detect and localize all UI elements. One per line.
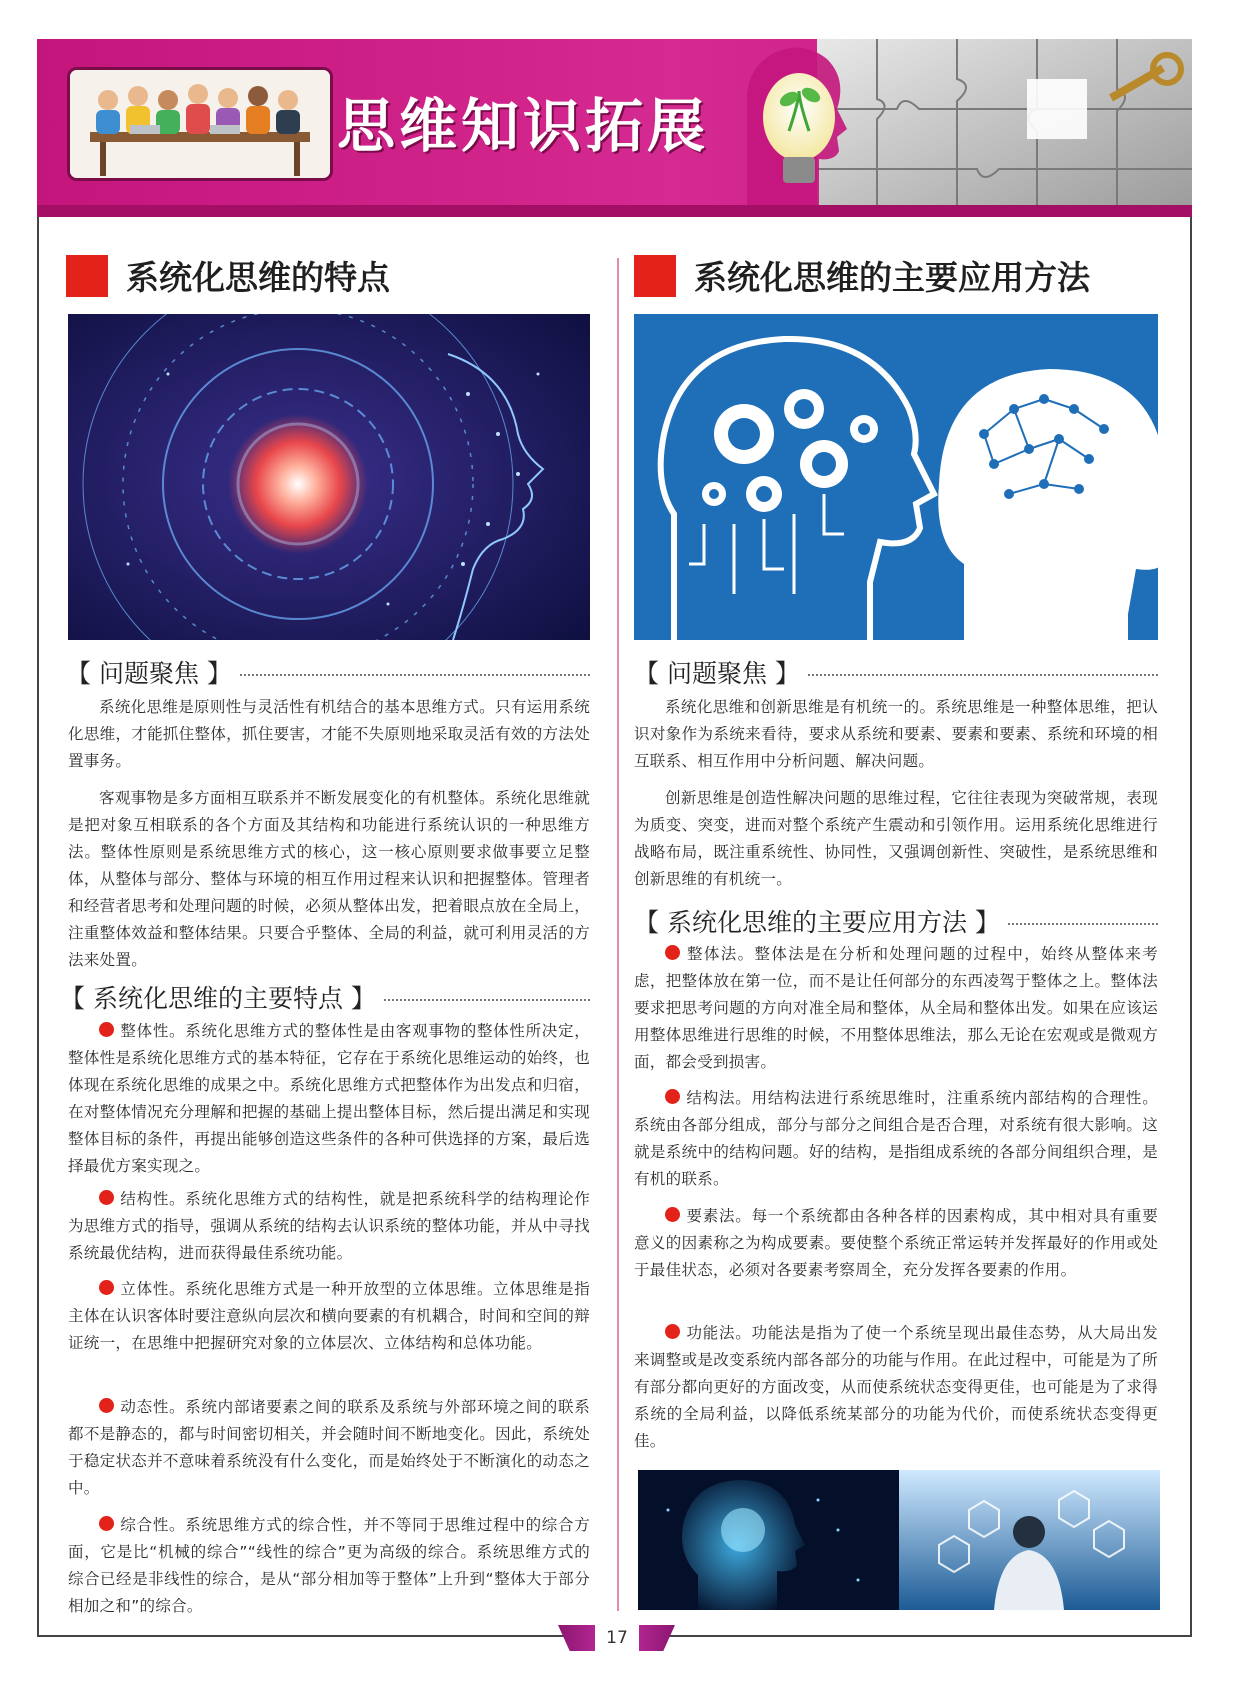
left-focus-paragraph-1: 系统化思维是原则性与灵活性有机结合的基本思维方式。只有运用系统化思维，才能抓住整体，抓住要害，才能不失原则地采取灵活有效的方法处置事务。	[68, 698, 590, 770]
method-item	[634, 941, 1158, 1076]
left-features-heading	[60, 979, 590, 1015]
feature-item	[68, 1276, 590, 1357]
feature-text: 综合性。系统思维方式的综合性，并不等同于思维过程中的综合方面，它是比“机械的综合”“线性的综合”更为高级的综合。系统思维方式的综合已经是非线性的综合，是从“部分相加等于整体”上升到“整体大于部分相加之和”的综合。	[68, 1516, 590, 1615]
method-text: 功能法。功能法是指为了使一个系统呈现出最佳态势，从大局出发来调整或是改变系统内部各部分的功能与作用。在此过程中，可能是为了所有部分都向更好的方面改变，从而使系统状态变得更佳，也可能是为了求得系统的全局利益，以降低系统某部分的功能为代价，而使系统状态变得更佳。	[634, 1324, 1158, 1450]
feature-text: 结构性。系统化思维方式的结构性，就是把系统科学的结构理论作为思维方式的指导，强调从系统的结构去认识系统的整体功能，并从中寻找系统最优结构，进而获得最佳系统功能。	[68, 1190, 590, 1262]
red-bullet-icon	[99, 1398, 114, 1413]
page-number: 17	[595, 1625, 639, 1651]
method-text: 结构法。用结构法进行系统思维时，注重系统内部结构的合理性。系统由各部分组成，部分与部分之间组合是否合理，对系统有很大影响。这就是系统中的结构问题。好的结构，是指组成系统的各部分间组织合理，是有机的联系。	[634, 1089, 1158, 1188]
header-puzzle-bulb-illustration	[727, 39, 1192, 217]
red-bullet-icon	[665, 1324, 680, 1339]
feature-text: 立体性。系统化思维方式是一种开放型的立体思维。立体思维是指主体在认识客体时要注意纵向层次和横向要素的有机耦合，时间和空间的辩证统一，在思维中把握研究对象的立体层次、立体结构和总体功能。	[68, 1280, 590, 1352]
red-bullet-icon	[99, 1280, 114, 1295]
left-features-heading-text: 【 系统化思维的主要特点 】	[60, 984, 376, 1013]
column-divider	[617, 258, 619, 1611]
right-focus-paragraph-2: 创新思维是创造性解决问题的思维过程，它往往表现为突破常规，表现为质变、突变，进而对整个系统产生震动和引领作用。运用系统化思维进行战略布局，既注重系统性、协同性，又强调创新性、突破性，是系统思维和创新思维的有机统一。	[634, 789, 1158, 888]
dotted-rule	[240, 674, 590, 676]
method-item	[634, 1203, 1158, 1284]
red-bullet-icon	[99, 1022, 114, 1037]
header-title: 思维知识拓展	[337, 92, 710, 160]
right-section-title	[634, 252, 1090, 299]
gear-brain-heads-illustration	[634, 314, 1158, 640]
method-text: 要素法。每一个系统都由各种各样的因素构成，其中相对具有重要意义的因素称之为构成要素。要使整个系统正常运转并发挥最好的作用或处于最佳状态，必须对各要素考察周全，充分发挥各要素的作用。	[634, 1207, 1158, 1279]
method-item	[634, 1320, 1158, 1455]
right-focus-heading-text: 【 问题聚焦 】	[634, 659, 800, 688]
section-marker-square	[634, 255, 676, 297]
red-bullet-icon	[665, 1207, 680, 1222]
glowing-brain-head-photo	[638, 1470, 899, 1610]
right-section-title-text: 系统化思维的主要应用方法	[694, 258, 1090, 297]
left-focus-heading-text: 【 问题聚焦 】	[66, 659, 232, 688]
feature-item	[68, 1394, 590, 1502]
left-section-title-text: 系统化思维的特点	[126, 258, 390, 297]
feature-text: 动态性。系统内部诸要素之间的联系及系统与外部环境之间的联系都不是静态的，都与时间密切相关，并会随时间不断地变化。因此，系统处于稳定状态并不意味着系统没有什么变化，而是始终处于不断演化的动态之中。	[68, 1398, 590, 1497]
feature-item	[68, 1186, 590, 1267]
header-bottom-strip	[37, 205, 1192, 217]
right-methods-heading	[634, 903, 1158, 939]
feature-item	[68, 1512, 590, 1620]
red-bullet-icon	[99, 1190, 114, 1205]
header-banner	[37, 39, 1192, 217]
header-people-illustration	[67, 67, 333, 181]
left-focus-paragraph-2: 客观事物是多方面相互联系并不断发展变化的有机整体。系统化思维就是把对象互相联系的各个方面及其结构和功能进行系统认识的一种思维方法。整体性原则是系统思维方式的核心，这一核心原则要求做事要立足整体，从整体与部分、整体与环境的相互作用过程来认识和把握整体。管理者和经营者思考和处理问题的时候，必须从整体出发，把着眼点放在全局上，注重整体效益和整体结果。只要合乎整体、全局的利益，就可利用灵活的方法来处置。	[68, 789, 590, 969]
method-item	[634, 1085, 1158, 1193]
dotted-rule	[1008, 923, 1158, 925]
feature-text: 整体性。系统化思维方式的整体性是由客观事物的整体性所决定，整体性是系统化思维方式的基本特征，它存在于系统化思维运动的始终，也体现在系统化思维的成果之中。系统化思维方式把整体作为出发点和归宿，在对整体情况充分理解和把握的基础上提出整体目标，然后提出满足和实现整体目标的条件，再提出能够创造这些条件的各种可供选择的方案，最后选择最优方案实现之。	[68, 1022, 590, 1175]
man-touching-hexagon-interface-photo	[899, 1470, 1160, 1610]
red-bullet-icon	[665, 945, 680, 960]
left-focus-heading	[66, 654, 590, 690]
red-bullet-icon	[99, 1516, 114, 1531]
right-focus-heading	[634, 654, 1158, 690]
section-marker-square	[66, 255, 108, 297]
dotted-rule	[384, 999, 590, 1001]
red-bullet-icon	[665, 1089, 680, 1104]
right-methods-heading-text: 【 系统化思维的主要应用方法 】	[634, 908, 1000, 937]
dotted-rule	[808, 674, 1158, 676]
right-focus-paragraph-1: 系统化思维和创新思维是有机统一的。系统思维是一种整体思维，把认识对象作为系统来看待，要求从系统和要素、要素和要素、系统和环境的相互联系、相互作用中分析问题、解决问题。	[634, 698, 1158, 770]
left-section-title	[66, 252, 390, 299]
method-text: 整体法。整体法是在分析和处理问题的过程中，始终从整体来考虑，把整体放在第一位，而不是让任何部分的东西凌驾于整体之上。整体法要求把思考问题的方向对准全局和整体，从全局和整体出发。如果在应该运用整体思维进行思维的时候，不用整体思维法，那么无论在宏观或是微观方面，都会受到损害。	[634, 945, 1158, 1071]
feature-item	[68, 1018, 590, 1180]
ai-head-illustration	[68, 314, 590, 640]
